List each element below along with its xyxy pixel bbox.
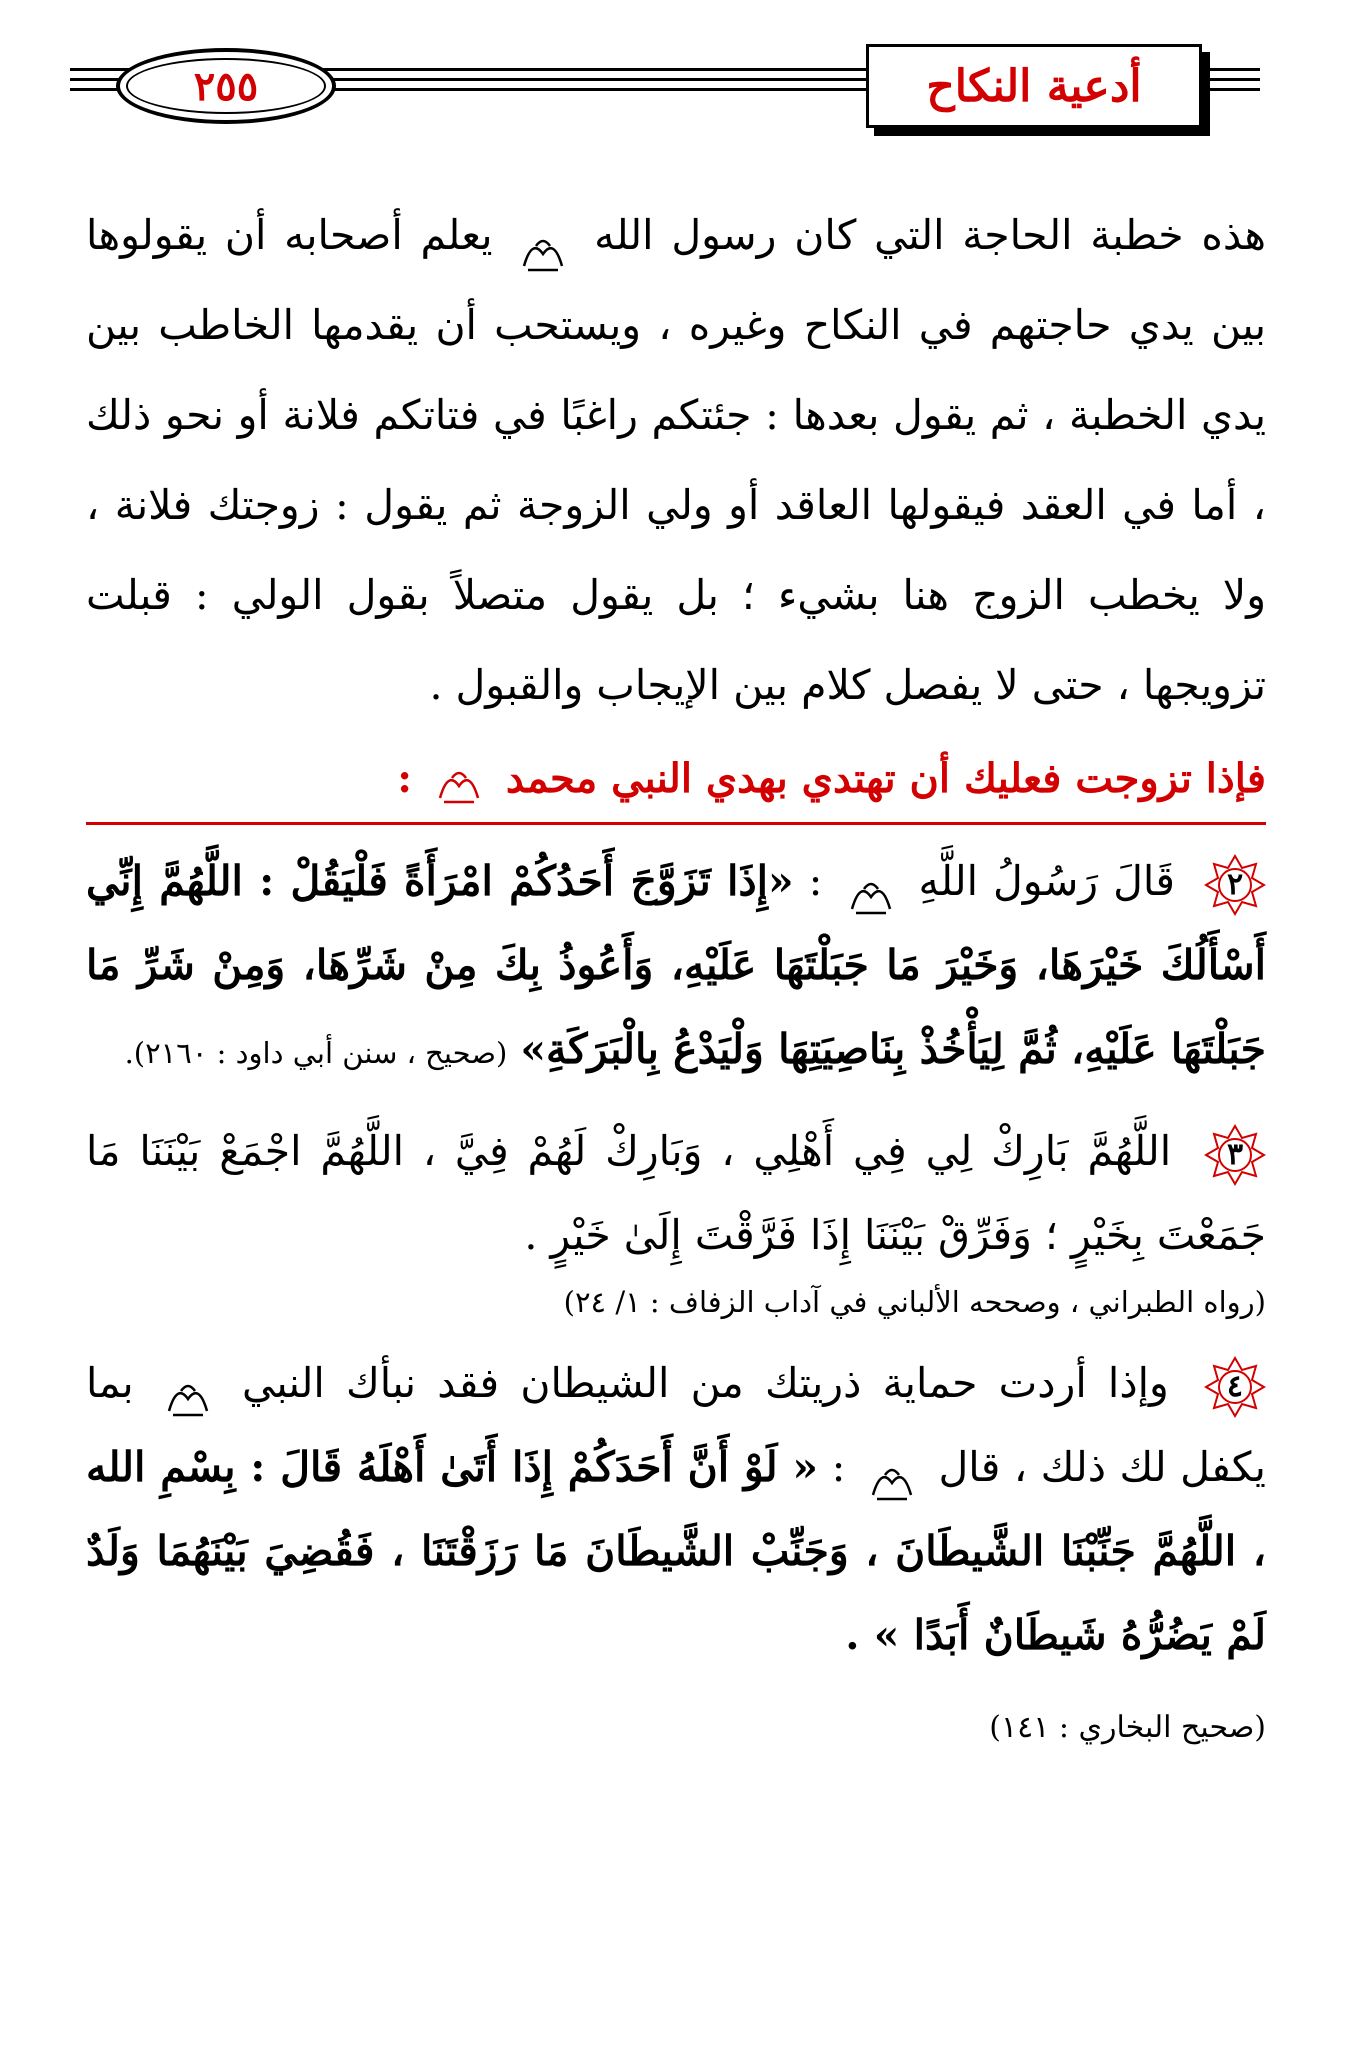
intro-paragraph (86, 190, 1266, 730)
star-number-marker-icon (1204, 1356, 1266, 1418)
honorific-seal-icon (867, 1449, 917, 1493)
dua-citation: (رواه الطبراني ، وصححه الألباني في آداب الزفاف : ١/ ٢٤) (563, 1285, 1266, 1319)
dua-item-3 (86, 1109, 1266, 1277)
item-lead: قَالَ رَسُولُ اللَّهِ (918, 857, 1175, 905)
item-colon: : (808, 857, 823, 905)
page-content (86, 190, 1266, 1753)
item-number: ٤ (1226, 1368, 1244, 1404)
chapter-title: أدعية النكاح (926, 60, 1142, 112)
hadith-text: «إِذَا تَزَوَّجَ أَحَدُكُمْ امْرَأَةً فَلْيَقُلْ : اللَّهُمَّ إِنِّي أَسْأَلُكَ خَيْرَهَا، وَخَيْرَ مَا جَبَلْتَهَا عَلَيْهِ، وَأَعُوذُ بِكَ مِنْ شَرِّهَا، وَمِنْ شَرِّ مَا جَبَلْتَهَا عَلَيْهِ، ثُمَّ لِيَأْخُذْ بِنَاصِيَتِهَا وَلْيَدْعُ بِالْبَرَكَةِ» (86, 857, 1266, 1073)
star-number-marker-icon (1204, 1124, 1266, 1186)
item-number: ٣ (1226, 1136, 1244, 1172)
item-number: ٢ (1226, 866, 1244, 902)
item-colon: : (831, 1443, 846, 1491)
star-number-marker-icon (1204, 854, 1266, 916)
item-lead: وإذا أردت حماية ذريتك من الشيطان فقد نبأك النبي (242, 1359, 1169, 1407)
honorific-seal-icon (518, 217, 568, 261)
intro-text-start: هذه خطبة الحاجة التي كان رسول الله (594, 211, 1266, 259)
dua-item-4 (86, 1341, 1266, 1677)
chapter-title-box (866, 44, 1202, 128)
section-heading-suffix: : (397, 755, 412, 802)
dua-item-2 (86, 839, 1266, 1095)
honorific-seal-icon (434, 760, 484, 804)
hadith-citation: (صحيح ، سنن أبي داود : ٢١٦٠). (124, 1036, 508, 1070)
dua-text: اللَّهُمَّ بَارِكْ لِي فِي أَهْلِي ، وَبَارِكْ لَهُمْ فِيَّ ، اللَّهُمَّ اجْمَعْ بَيْنَنَا مَا جَمَعْتَ بِخَيْرٍ ؛ وَفَرِّقْ بَيْنَنَا إِذَا فَرَّقْتَ إِلَىٰ خَيْرٍ . (86, 1127, 1266, 1259)
page-number-oval (116, 48, 336, 124)
hadith-text: « لَوْ أَنَّ أَحَدَكُمْ إِذَا أَتَىٰ أَهْلَهُ قَالَ : بِسْمِ الله ، اللَّهُمَّ جَنِّبْنَا الشَّيطَانَ ، وَجَنِّبْ الشَّيطَانَ مَا رَزَقْتَنَا ، فَقُضِيَ بَيْنَهُمَا وَلَدٌ لَمْ يَضُرُّهُ شَيطَانٌ أَبَدًا » . (86, 1443, 1266, 1659)
section-heading-text: فإذا تزوجت فعليك أن تهتدي بهدي النبي محمد (505, 755, 1266, 802)
section-heading (86, 744, 1266, 825)
intro-text-rest: يعلم أصحابه أن يقولوها بين يدي حاجتهم في النكاح وغيره ، ويستحب أن يقدمها الخاطب بين يدي الخطبة ، ثم يقول بعدها : جئتكم راغبًا في فتاتكم فلانة أو نحو ذلك ، أما في العقد فيقولها العاقد أو ولي الزوجة ثم يقول : زوجتك فلانة ، ولا يخطب الزوج هنا بشيء ؛ بل يقول متصلاً بقول الولي : قبلت تزويجها ، حتى لا يفصل كلام بين الإيجاب والقبول . (86, 211, 1266, 709)
item-middle: بما يكفل لك ذلك ، قال (86, 1359, 1266, 1491)
page-header (70, 38, 1260, 128)
hadith-citation: (صحيح البخاري : ١٤١) (989, 1710, 1266, 1745)
honorific-seal-icon (163, 1365, 213, 1409)
page-number: ٢٥٥ (193, 62, 259, 110)
honorific-seal-icon (846, 863, 896, 907)
